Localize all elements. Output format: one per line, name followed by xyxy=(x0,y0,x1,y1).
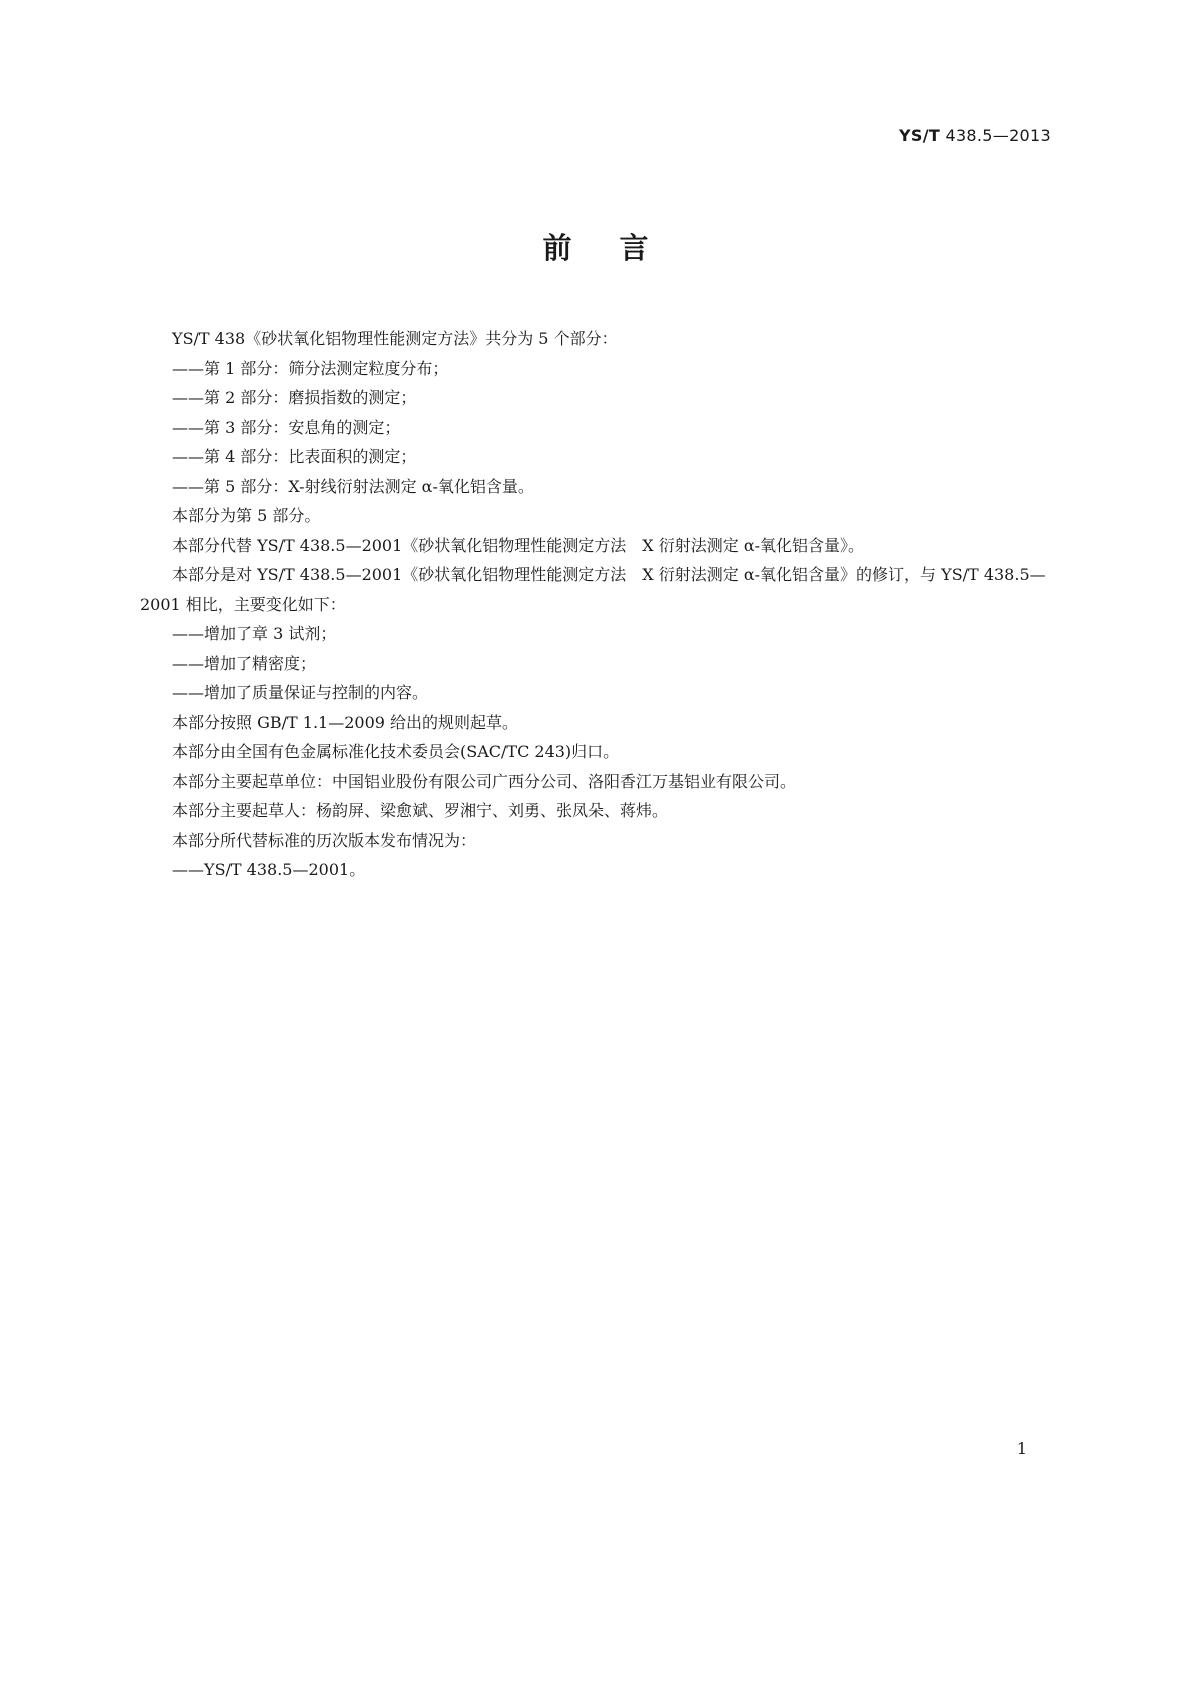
paragraph-revision: 本部分是对 YS/T 438.5—2001《砂状氧化铝物理性能测定方法 X 衍射法测定 α-氧化铝含量》的修订，与 YS/T 438.5—2001 相比，主要变化如下： xyxy=(140,565,1046,614)
page-title: 前言 xyxy=(542,231,697,265)
paragraph-drafting-rules: 本部分按照 GB/T 1.1—2009 给出的规则起草。 xyxy=(172,712,519,732)
list-item-part-1: ——第 1 部分：筛分法测定粒度分布； xyxy=(172,358,449,378)
paragraph-series-intro: YS/T 438《砂状氧化铝物理性能测定方法》共分为 5 个部分： xyxy=(172,329,618,348)
list-item-history-1: ——YS/T 438.5—2001。 xyxy=(172,860,366,879)
list-item-part-4: ——第 4 部分：比表面积的测定； xyxy=(172,447,417,466)
page-number: 1 xyxy=(1016,1439,1027,1458)
list-item-part-5: ——第 5 部分：X-射线衍射法测定 α-氧化铝含量。 xyxy=(172,476,534,496)
foreword-body xyxy=(140,324,1061,885)
list-item-change-1: ——增加了章 3 试剂； xyxy=(172,624,337,643)
standard-code-number: 438.5—2013 xyxy=(940,126,1051,145)
paragraph-committee: 本部分由全国有色金属标准化技术委员会(SAC/TC 243)归口。 xyxy=(172,742,620,761)
paragraph-this-part: 本部分为第 5 部分。 xyxy=(172,506,321,525)
paragraph-drafting-units: 本部分主要起草单位：中国铝业股份有限公司广西分公司、洛阳香江万基铝业有限公司。 xyxy=(172,771,797,791)
list-item-part-3: ——第 3 部分：安息角的测定； xyxy=(172,417,401,437)
standard-code-prefix: YS/T xyxy=(899,126,941,145)
paragraph-drafters: 本部分主要起草人：杨韵屏、梁愈斌、罗湘宁、刘勇、张凤朵、蒋炜。 xyxy=(172,801,669,820)
standard-code xyxy=(899,126,1051,145)
list-item-part-2: ——第 2 部分：磨损指数的测定； xyxy=(172,388,417,407)
list-item-change-3: ——增加了质量保证与控制的内容。 xyxy=(172,683,429,702)
paragraph-history-intro: 本部分所代替标准的历次版本发布情况为： xyxy=(172,830,477,850)
paragraph-replaces: 本部分代替 YS/T 438.5—2001《砂状氧化铝物理性能测定方法 X 衍射法测定 α-氧化铝含量》。 xyxy=(172,535,865,555)
list-item-change-2: ——增加了精密度； xyxy=(172,653,317,673)
